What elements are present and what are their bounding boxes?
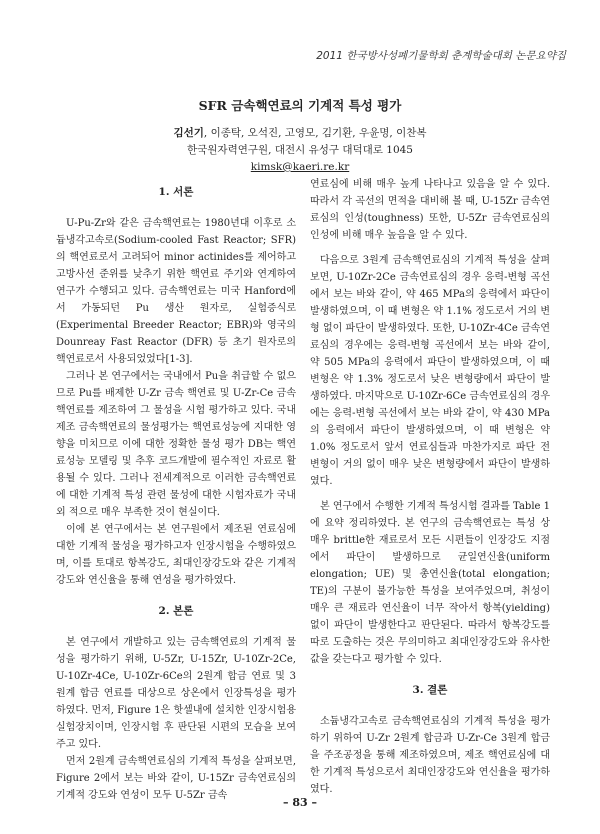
body-paragraph-3: 연료심에 비해 매우 높게 나타나고 있음을 알 수 있다. 따라서 각 곡선의 면적을 대비해 볼 때, U-15Zr 금속연료심의 인성(toughness) 또한, U-5Zr 금속연료심의 인성에 비해 매우 높음을 알 수 있다. <box>310 179 550 241</box>
author-block <box>0 125 600 176</box>
section-heading-body: 2. 본론 <box>158 605 194 617</box>
intro-paragraph-2: 그러나 본 연구에서는 국내에서 Pu을 취급할 수 없으므로 Pu를 배제한 U-Zr 금속 핵연료 및 U-Zr-Ce 금속 핵연료를 제조하여 그 물성을 시험 평가하고 있다. 국내 제조 금속핵연료의 물성평가는 핵연료성능에 지대한 영향을 미치므로 이에 대한 정확한 물성 평가 DB는 핵연료성능 모델링 및 추후 코드개발에 필수적인 자료로 활용될 수 있다. 그러나 전세계적으로 이러한 금속핵연료에 대한 기계적 특성 관련 물성에 대한 시험자료가 국내외 적으로 매우 부족한 것이 현실이다. <box>56 371 296 518</box>
section-heading-intro: 1. 서론 <box>158 186 194 198</box>
section-heading-conclusion: 3. 결론 <box>412 684 448 696</box>
right-column <box>310 176 550 798</box>
page-number: – 83 – <box>283 796 317 809</box>
body-paragraph-2: 먼저 2원계 금속핵연료심의 기계적 특성을 살펴보면, Figure 2에서 보는 바와 같이, U-15Zr 금속연료심의 기계적 강도와 연성이 모두 U-5Zr 금속 <box>56 756 296 801</box>
conclusion-paragraph: 소듐냉각고속로 금속핵연료심의 기계적 특성을 평가하기 위하여 U-Zr 2원계 합금과 U-Zr-Ce 3원계 합금을 주조공정을 통해 제조하였으며, 제조 핵연료심에 대한 기계적 특성으로서 최대인장강도와 연신율을 평가하였다. <box>310 716 550 795</box>
co-authors: , 이종탁, 오석진, 고영모, 김기환, 우윤명, 이찬복 <box>203 127 427 139</box>
left-column <box>56 176 296 804</box>
author-list <box>0 125 600 142</box>
affiliation: 한국원자력연구원, 대전시 유성구 대덕대로 1045 <box>187 144 413 156</box>
intro-paragraph-1: U-Pu-Zr와 같은 금속핵연료는 1980년대 이후로 소듐냉각고속로(Sodium-cooled Fast Reactor; SFR)의 핵연료로서 고려되어 minor actinides를 제어하고 고방사선 준위를 낮추기 위한 핵연료 주기와 연계하여 연구가 수행되고 있다. 금속핵연료는 미국 Hanford에서 가동되던 Pu 생산 원자로, 실험증식로(Experimental Breeder Reactor; EBR)와 영국의 Dounreay Fast Reactor (DFR) 등 초기 원자로의 핵연료로서 사용되었었다[1-3]. <box>56 218 296 365</box>
body-paragraph-5: 본 연구에서 수행한 기계적 특성시험 결과를 Table 1에 요약 정리하였다. 본 연구의 금속핵연료는 특성 상 매우 brittle한 재료로서 모든 시편들이 인장강도 지점에서 파단이 발생하므로 균일연신율(uniform elongation; UE) 및 총연신율(total elongation; TE)의 구분이 불가능한 특성을 보여주었으며, 취성이 매우 큰 재료라 연신율이 너무 작아서 항복(yielding) 없이 파단이 발생한다고 판단된다. 따라서 항복강도를 따로 도출하는 것은 무의미하고 최대인장강도와 유사한 값을 갖는다고 평가할 수 있다. <box>310 501 550 665</box>
body-paragraph-1: 본 연구에서 개발하고 있는 금속핵연료의 기계적 물성을 평가하기 위해, U-5Zr, U-15Zr, U-10Zr-2Ce, U-10Zr-4Ce, U-10Zr-6Ce의 2원계 합금 연료 및 3원계 합금 연료를 대상으로 상온에서 인장특성을 평가하였다. 먼저, Figure 1은 핫셀내에 설치한 인장시험용 실험장치이며, 인장시험 후 판단된 시편의 모습을 보여주고 있다. <box>56 637 296 750</box>
running-head: 2011 한국방사성폐기물학회 춘계학술대회 논문요약집 <box>316 50 566 62</box>
author-email: kimsk@kaeri.re.kr <box>250 161 350 173</box>
lead-author: 김선기 <box>173 127 204 139</box>
paper-title: SFR 금속핵연료의 기계적 특성 평가 <box>198 98 402 113</box>
body-paragraph-4: 다음으로 3원계 금속핵연료심의 기계적 특성을 살펴보면, U-10Zr-2Ce 금속연료심의 경우 응력-변형 곡선에서 보는 바와 같이, 약 465 MPa의 응력에서 파단이 발생하였으며, 이 때 변형은 약 1.1% 정도로서 거의 변형 없이 파단이 발생하였다. 또한, U-10Zr-4Ce 금속연료심의 경우에는 응력-변형 곡선에서 보는 바와 같이, 약 505 MPa의 응력에서 파단이 발생하였으며, 이 때 변형은 약 1.3% 정도로서 낮은 변형량에서 파단이 발생하였다. 마지막으로 U-10Zr-6Ce 금속연료심의 경우에는 응력-변형 곡선에서 보는 바와 같이, 약 430 MPa의 응력에서 파단이 발생하였으며, 이 때 변형은 약 1.0% 정도로서 앞서 연료심들과 마찬가지로 파단 전 변형이 거의 없이 매우 낮은 변형량에서 파단이 발생하였다. <box>310 255 550 487</box>
intro-paragraph-3: 이에 본 연구에서는 본 연구원에서 제조된 연료심에 대한 기계적 물성을 평가하고자 인장시험을 수행하였으며, 이를 토대로 항복강도, 최대인장강도와 같은 기계적 강도와 연신율을 통해 연성을 평가하였다. <box>56 524 296 586</box>
